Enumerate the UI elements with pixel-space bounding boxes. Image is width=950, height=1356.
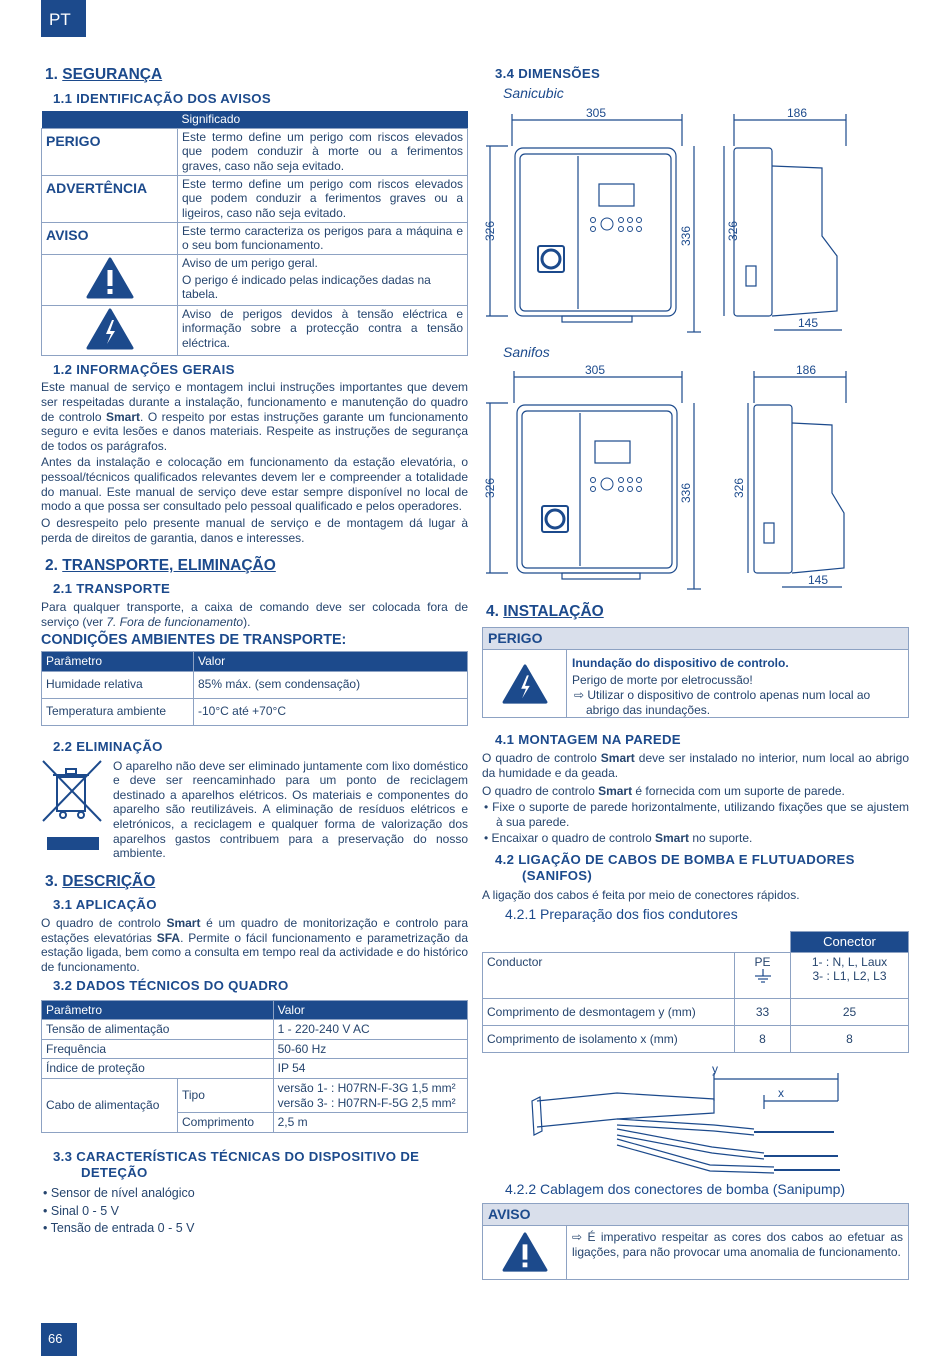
transport-conditions-heading: CONDIÇÕES AMBIENTES DE TRANSPORTE: (41, 632, 347, 649)
section-1-heading (41, 66, 468, 87)
section-4-heading: 4. INSTALAÇÃO (486, 603, 604, 621)
left-column (41, 66, 468, 1238)
sanifos-dimension-drawing (482, 363, 909, 593)
table-row: Comprimento de desmontagem y (mm) 33 25 (483, 998, 909, 1025)
danger-notice: PERIGO Inundação do dispositivo de controlo. Perigo de morte por eletrocussão! ⇨ Utilizar o dispositivo de controlo apenas num local ao abrigo das inundações. (482, 627, 909, 718)
section-4-2-2-heading: 4.2.2 Cablagem dos conectores de bomba (Sanipump) (505, 1180, 846, 1197)
paragraph: A ligação dos cabos é feita por meio de conectores rápidos. (482, 888, 800, 903)
page-number: 66 (41, 1323, 77, 1356)
aviso-notice: AVISO ⇨ É imperativo respeitar as cores dos cabos ao efetuar as ligações, para não provocar uma anomalia de funcionamento. (482, 1203, 909, 1280)
list-item: • Encaixar o quadro de controlo Smart no suporte. (484, 831, 753, 846)
general-warning-icon (42, 254, 178, 305)
ground-icon (739, 969, 786, 987)
table-row: Conductor PE 1- : N, L, Laux 3- : L1, L2, L3 (483, 952, 909, 998)
section-title: SEGURANÇA (62, 66, 163, 83)
dimension-label: x (778, 1085, 784, 1100)
table-row: Cabo de alimentação Tipo versão 1- : H07RN-F-3G 1,5 mm² versão 3- : H07RN-F-5G 2,5 mm² (42, 1079, 468, 1113)
table-row: Índice de proteção IP 54 (42, 1059, 468, 1079)
section-1-1-heading: 1.1 IDENTIFICAÇÃO DOS AVISOS (53, 91, 271, 106)
right-column (482, 66, 909, 1280)
table-row: AVISO Este termo caracteriza os perigos para a máquina e o seu bom funcionamento. (42, 222, 468, 254)
dimension-label: 336 (679, 226, 693, 247)
section-4-2-heading: 4.2 LIGAÇÃO DE CABOS DE BOMBA E FLUTUADORES (SANIFOS) (495, 852, 855, 884)
table-row: ADVERTÊNCIA Este termo define um perigo com riscos elevados que podem conduzir a ferimentos graves ou a ligeiros, caso não seja evitado. (42, 175, 468, 222)
dimension-label: 326 (483, 221, 497, 242)
table-row: Humidade relativa 85% máx. (sem condensação) (42, 671, 468, 698)
sanicubic-dimension-drawing (482, 106, 909, 336)
dimension-label: 326 (732, 478, 746, 499)
table-row: Comprimento de isolamento x (mm) 8 8 (483, 1025, 909, 1052)
sanicubic-label: Sanicubic (503, 85, 564, 102)
paragraph: Antes da instalação e colocação em funcionamento da estação elevatória, o pessoal/técnicos qualificados relevantes devem ler e compreender a totalidade do manual. Este manual de serviço deve estar sempre disponível no local de modo a que possa ser consultado pelo pessoal qualificado e pelos operadores. (41, 455, 468, 514)
table-row: Aviso de perigos devidos à tensão eléctrica e informação sobre a protecção contra a tensão eléctrica. (42, 305, 468, 356)
dimension-label: 305 (584, 363, 606, 378)
warnings-table (41, 111, 468, 356)
dimension-label: 326 (483, 478, 497, 499)
table-row: Comprimento 2,5 m (42, 1113, 468, 1133)
section-2-heading: 2. TRANSPORTE, ELIMINAÇÃO (45, 557, 276, 575)
dimension-label: 305 (585, 106, 607, 121)
sanifos-label: Sanifos (503, 344, 550, 361)
conductor-table: Conector Conductor PE 1- : N, L, Laux 3- : L1, L2, L3 Comprimento de desmontagem y (mm) 33 25 Comprimento de isolamento x (mm) 8 8 (482, 931, 909, 1053)
technical-data-table: Parâmetro Valor Tensão de alimentação 1 - 220-240 V AC Frequência 50-60 Hz Índice de proteção IP 54 Cabo de alimentação Tipo versão 1- : H07RN-F-3G 1,5 mm² versão 3- : H07RN-F-5G 2,5 mm² Comprimento 2,5 m (41, 1000, 468, 1133)
paragraph: O quadro de controlo Smart deve ser instalado no interior, num local ao abrigo da humidade e da geada. (482, 751, 909, 780)
list-item: • Tensão de entrada 0 - 5 V (43, 1221, 195, 1236)
section-3-heading: 3. DESCRIÇÃO (45, 872, 156, 890)
section-4-1-heading: 4.1 MONTAGEM NA PAREDE (495, 732, 681, 748)
paragraph: Para qualquer transporte, a caixa de comando deve ser colocada fora de serviço (ver 7. Fora de funcionamento). (41, 600, 468, 629)
table-header: Significado (178, 111, 468, 128)
paragraph: O desrespeito pelo presente manual de serviço e de montagem dá lugar à perda de direitos de garantia, danos e interesses. (41, 515, 468, 545)
paragraph: O quadro de controlo Smart é um quadro de monitorização e controlo para estações elevatórias SFA. Permite o fácil funcionamento e parametrização da estação ligada, bem como a consulta em tempo real da actividade e do histórico de funcionamento. (41, 915, 469, 974)
section-3-3-heading: 3.3 CARACTERÍSTICAS TÉCNICAS DO DISPOSITIVO DE DETEÇÃO (53, 1148, 420, 1181)
dimension-label: 186 (795, 363, 817, 378)
weee-bin-icon (41, 759, 113, 861)
language-badge: PT (41, 0, 86, 37)
cross-reference: 7. Fora de funcionamento (106, 614, 244, 629)
section-4-2-1-heading: 4.2.1 Preparação dos fios condutores (505, 905, 738, 922)
paragraph: O quadro de controlo Smart é fornecida com um suporte de parede. (482, 783, 845, 798)
wire-stripping-drawing (482, 1061, 909, 1181)
dimension-label: y (712, 1061, 718, 1076)
table-row: Aviso de um perigo geral. O perigo é indicado pelas indicações dadas na tabela. (42, 254, 468, 305)
danger-label: PERIGO (482, 627, 909, 650)
electric-warning-icon (483, 650, 567, 717)
section-1-2-heading: 1.2 INFORMAÇÕES GERAIS (53, 362, 235, 378)
general-warning-icon (483, 1226, 567, 1279)
transport-conditions-table: Parâmetro Valor Humidade relativa 85% máx. (sem condensação) Temperatura ambiente -10°C até +70°C (41, 651, 468, 726)
paragraph: Este manual de serviço e montagem inclui instruções importantes que devem ser respeitadas durante a instalação, funcionamento e manutenção do quadro de controlo Smart. O respeito por estas instruções garante um funcionamento seguro e evita lesões e danos materiais. Respeite as instruções de segurança de todos os parágrafos. (41, 380, 468, 453)
dimension-label: 186 (786, 106, 808, 121)
section-2-1-heading: 2.1 TRANSPORTE (53, 581, 171, 597)
dimension-label: 336 (679, 483, 693, 504)
section-3-4-heading: 3.4 DIMENSÕES (495, 66, 601, 81)
table-row: Tensão de alimentação 1 - 220-240 V AC (42, 1020, 468, 1040)
section-3-1-heading: 3.1 APLICAÇÃO (53, 896, 157, 912)
aviso-label: AVISO (482, 1203, 909, 1226)
sensor-bullets (41, 1185, 468, 1238)
table-row: PERIGO Este termo define um perigo com riscos elevados que podem conduzir à morte ou a ferimentos graves, caso não seja evitado. (42, 128, 468, 175)
dimension-label: 326 (726, 221, 740, 242)
disposal-block (41, 759, 468, 861)
list-item: • Sensor de nível analógico (43, 1186, 195, 1201)
section-number: 1. (45, 66, 58, 83)
table-row: Frequência 50-60 Hz (42, 1039, 468, 1059)
dimension-label: 145 (807, 573, 829, 588)
dimension-label: 145 (797, 316, 819, 331)
ground-cell: PE (735, 952, 791, 998)
section-3-2-heading: 3.2 DADOS TÉCNICOS DO QUADRO (53, 978, 289, 994)
electric-warning-icon (42, 305, 178, 356)
list-item: • Fixe o suporte de parede horizontalmente, utilizando fixações que se ajustem à sua parede. (484, 800, 909, 829)
table-row: Temperatura ambiente -10°C até +70°C (42, 698, 468, 725)
list-item: • Sinal 0 - 5 V (43, 1203, 119, 1218)
disposal-text: O aparelho não deve ser eliminado juntamente com lixo doméstico e deve ser reencaminhado para um ponto de reciclagem destinado a aparelhos elétricos. Os materiais e componentes do aparelho são reutilizáveis. A eliminação de resíduos elétricos e eletrónicos, a reciclagem e qualquer forma de valorização dos aparelhos gastos contribuem para a preservação do nosso ambiente. (113, 758, 468, 861)
section-2-2-heading: 2.2 ELIMINAÇÃO (53, 738, 163, 754)
